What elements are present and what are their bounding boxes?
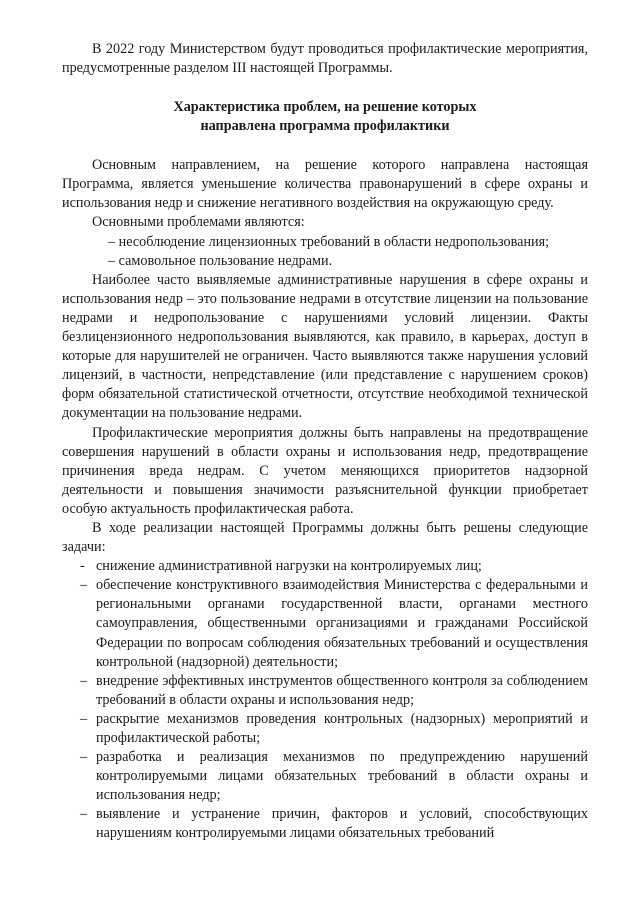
list-dash: – bbox=[80, 749, 88, 766]
intro-paragraph: В 2022 году Министерством будут проводиться профилактические мероприятия, предусмотренные разделом III настоящей Программы. bbox=[62, 41, 588, 77]
list-dash: – bbox=[80, 672, 88, 689]
list-item-text: раскрытие механизмов проведения контрольных (надзорных) мероприятий и профилактической работы; bbox=[96, 710, 588, 746]
main-direction-paragraph: Основным направлением, на решение которого направлена настоящая Программа, является уменьшение количества правонарушений в сфере охраны и использования недр и снижение негативного воздействия на окружающую среду. bbox=[62, 157, 588, 212]
list-item-text: обеспечение конструктивного взаимодействия Министерства с федеральными и региональными органами государственной власти, органами местного самоуправления, общественными организациями и гражданами Российской Федерации по вопросам соблюдения обязательных требований и осуществления контрольной (надзорной) деятельности; bbox=[96, 577, 588, 670]
list-item-text: внедрение эффективных инструментов общественного контроля за соблюдением требований в области охраны и использования недр; bbox=[96, 672, 588, 708]
list-item bbox=[62, 710, 588, 748]
problem-item: – самовольное пользование недрами. bbox=[108, 252, 333, 269]
list-item-text: разработка и реализация механизмов по предупреждению нарушений контролируемыми лицами обязательных требований в области охраны и использования недр; bbox=[96, 749, 588, 804]
violations-paragraph: Наиболее часто выявляемые административные нарушения в сфере охраны и использования недр – это пользование недрами в отсутствие лицензии на пользование недрами и недропользование с нарушениями условий лицензии. Факты безлицензионного недропользования выявляются, как правило, в карьерах, доступ в которые для нарушителей не ограничен. Часто выявляются также нарушения условий лицензий, в частности, непредставление (или представление с нарушением сроков) форм обязательной статистической отчетности, отсутствие необходимой технической документации на пользование недрами. bbox=[62, 271, 588, 422]
section-heading bbox=[62, 98, 588, 136]
list-item-text: выявление и устранение причин, факторов и условий, способствующих нарушениям контролируемыми лицами обязательных требований bbox=[96, 806, 588, 842]
list-item bbox=[62, 576, 588, 671]
section-heading-line-1: Характеристика проблем, на решение которых bbox=[173, 99, 477, 116]
section-heading-line-2: направлена программа профилактики bbox=[200, 118, 450, 135]
list-item-text: снижение административной нагрузки на контролируемых лиц; bbox=[96, 558, 482, 575]
problems-intro: Основными проблемами являются: bbox=[92, 214, 305, 231]
list-dash: – bbox=[80, 577, 88, 594]
list-dash: – bbox=[80, 806, 88, 823]
list-item bbox=[62, 805, 588, 843]
tasks-intro: В ходе реализации настоящей Программы должны быть решены следующие задачи: bbox=[62, 519, 588, 556]
list-dash: - bbox=[80, 558, 85, 575]
list-item bbox=[62, 748, 588, 805]
list-item bbox=[62, 672, 588, 710]
list-dash: – bbox=[80, 710, 88, 727]
list-item bbox=[62, 557, 588, 576]
problem-item: – несоблюдение лицензионных требований в области недропользования; bbox=[108, 233, 550, 250]
tasks-list bbox=[62, 557, 588, 843]
prevention-paragraph: Профилактические мероприятия должны быть направлены на предотвращение совершения нарушений в области охраны и использования недр, предотвращение причинения вреда недрам. С учетом меняющихся приоритетов надзорной деятельности и повышения значимости разъяснительной функции приобретает особую актуальность профилактическая работа. bbox=[62, 424, 588, 517]
